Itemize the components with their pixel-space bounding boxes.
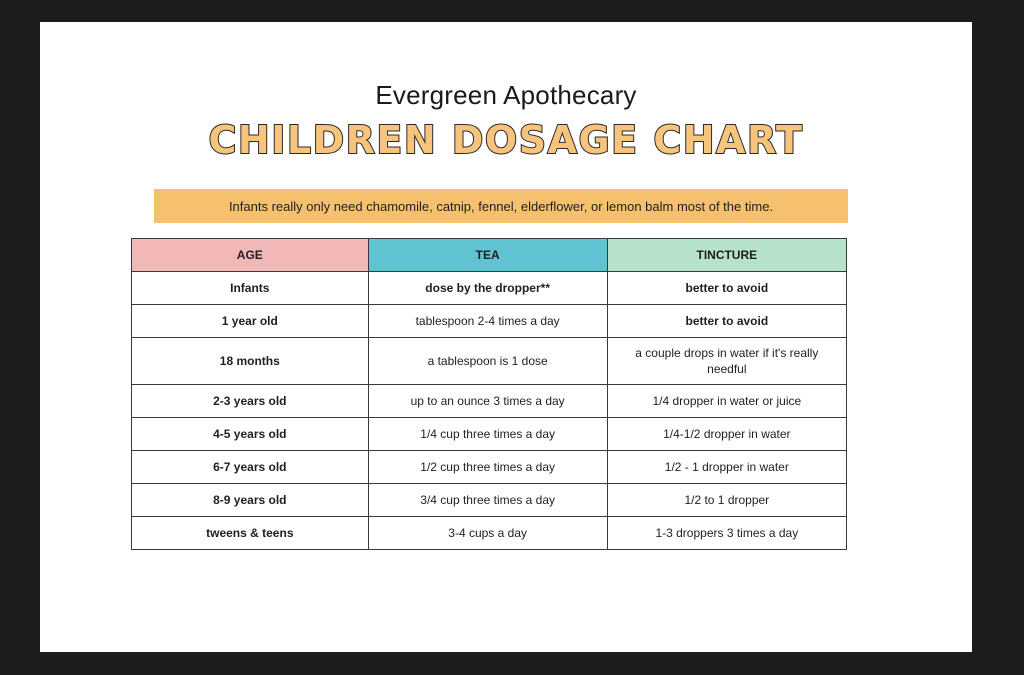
age-cell: 2-3 years old	[132, 385, 369, 418]
age-cell: 18 months	[132, 338, 369, 385]
brand-name: Evergreen Apothecary	[375, 80, 637, 110]
age-cell: 8-9 years old	[132, 484, 369, 517]
tea-cell: 3/4 cup three times a day	[368, 484, 607, 517]
infant-note-banner	[154, 189, 848, 223]
tincture-cell: a couple drops in water if it's really needful	[607, 338, 846, 385]
age-cell: 6-7 years old	[132, 451, 369, 484]
tincture-cell: 1/4-1/2 dropper in water	[607, 418, 846, 451]
dosage-table	[131, 238, 847, 550]
infant-note-text: Infants really only need chamomile, catnip, fennel, elderflower, or lemon balm most of the time.	[228, 198, 774, 214]
table-row	[132, 517, 847, 550]
page-title: CHILDREN DOSAGE CHART	[208, 118, 804, 162]
tincture-cell: 1/2 - 1 dropper in water	[607, 451, 846, 484]
column-header-tea: TEA	[368, 239, 607, 272]
tea-cell: 1/4 cup three times a day	[368, 418, 607, 451]
tincture-cell: 1/4 dropper in water or juice	[607, 385, 846, 418]
tea-cell: dose by the dropper**	[368, 272, 607, 305]
tincture-cell: 1/2 to 1 dropper	[607, 484, 846, 517]
tea-cell: 1/2 cup three times a day	[368, 451, 607, 484]
tea-cell: up to an ounce 3 times a day	[368, 385, 607, 418]
tincture-cell: 1-3 droppers 3 times a day	[607, 517, 846, 550]
table-row	[132, 305, 847, 338]
age-cell: 1 year old	[132, 305, 369, 338]
tea-cell: a tablespoon is 1 dose	[368, 338, 607, 385]
age-cell: Infants	[132, 272, 369, 305]
column-header-tincture: TINCTURE	[607, 239, 846, 272]
table-row	[132, 272, 847, 305]
age-cell: 4-5 years old	[132, 418, 369, 451]
table-row	[132, 385, 847, 418]
tea-cell: 3-4 cups a day	[368, 517, 607, 550]
age-cell: tweens & teens	[132, 517, 369, 550]
table-row	[132, 418, 847, 451]
tincture-cell: better to avoid	[607, 305, 846, 338]
table-row	[132, 451, 847, 484]
tea-cell: tablespoon 2-4 times a day	[368, 305, 607, 338]
table-header-row	[132, 239, 847, 272]
tincture-cell: better to avoid	[607, 272, 846, 305]
column-header-age: AGE	[132, 239, 369, 272]
table-row	[132, 484, 847, 517]
table-row	[132, 338, 847, 385]
document-page	[40, 22, 972, 652]
